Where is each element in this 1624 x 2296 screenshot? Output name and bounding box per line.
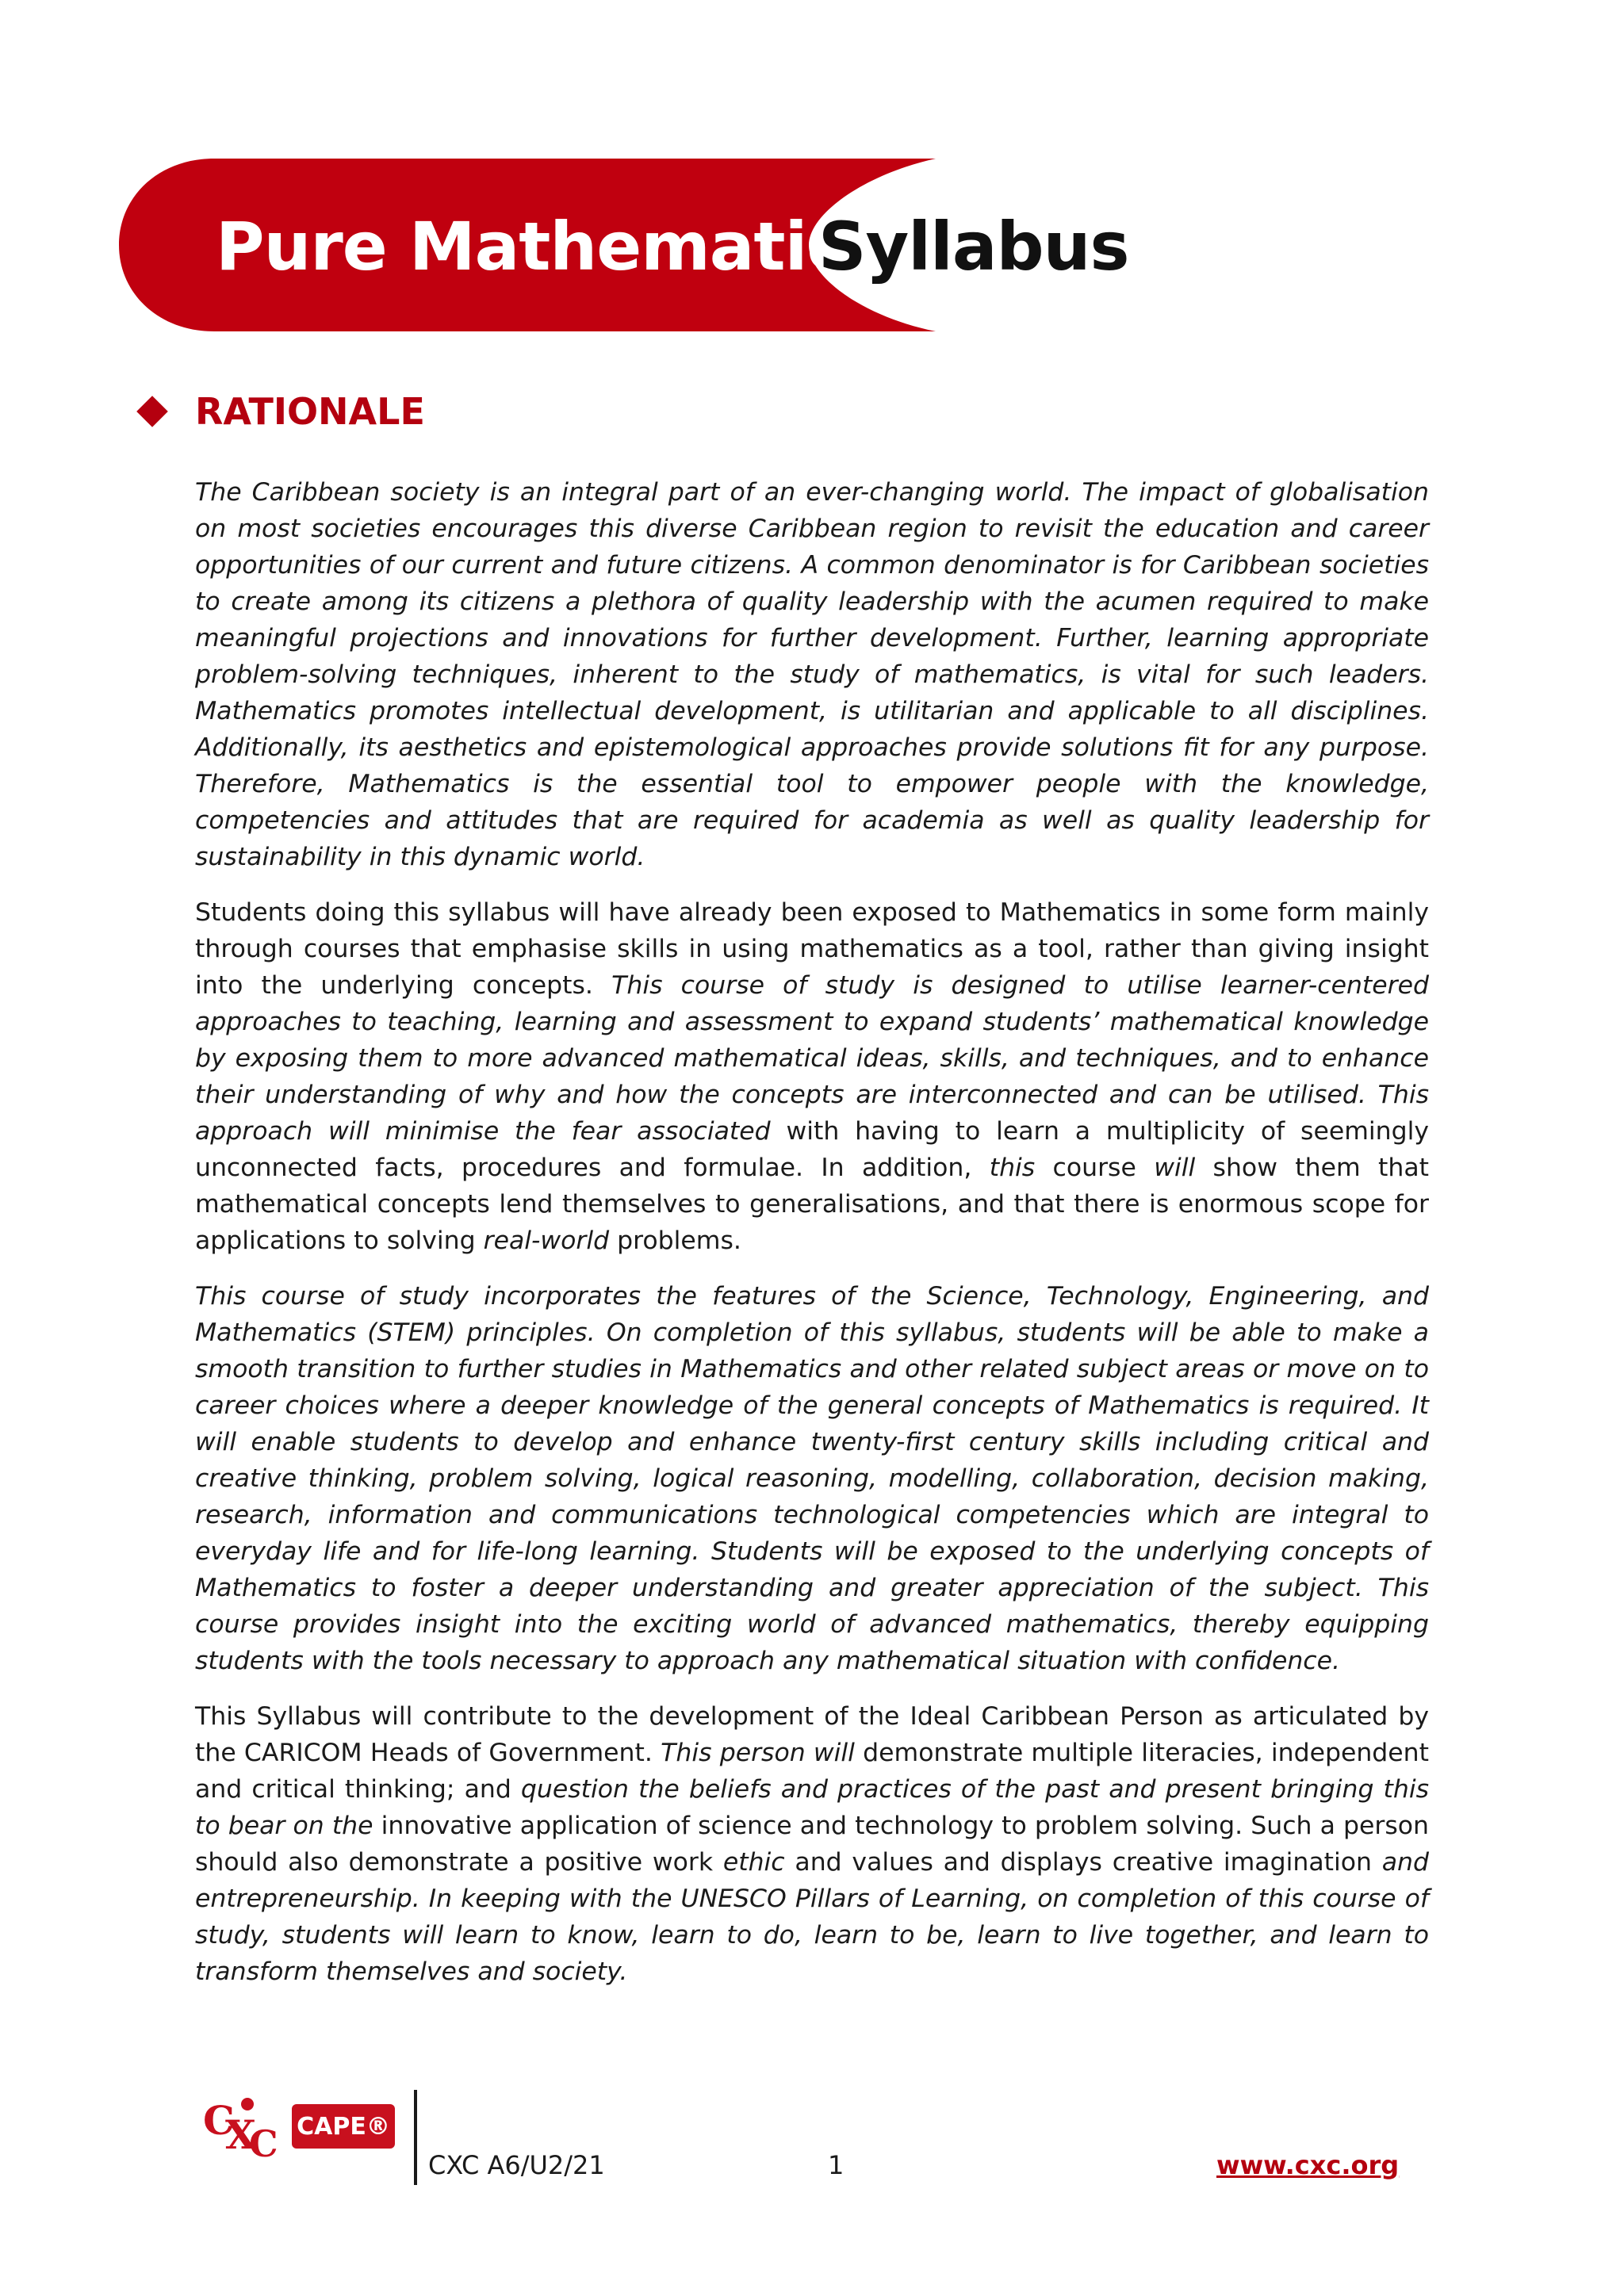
p2-text-g: show them that mathematical concepts lend themselves to generalisations, and that there is enormous scope for applications to solving bbox=[195, 1154, 1429, 1255]
svg-text:C: C bbox=[203, 2097, 235, 2144]
p2-text-i: problems. bbox=[609, 1226, 741, 1255]
paragraph-1-text: The Caribbean society is an integral part of an ever-changing world. The impact of globalisation on most societies encourages this diverse Caribbean region to revisit the education and career opportunities of our current and future citizens. A common denominator is for Caribbean societies to create among its citizens a plethora of quality leadership with the acumen required to make meaningful projections and innovations for further development. Further, learning appropriate problem-solving techniques, inherent to the study of mathematics, is vital for such leaders. Mathematics promotes intellectual development, is utilitarian and applicable to all disciplines. Additionally, its aesthetics and epistemological approaches provide solutions fit for any purpose. Therefore, Mathematics is the essential tool to empower people with the knowledge, competencies and attitudes that are required for academia as well as quality leadership for sustainability in this dynamic world. bbox=[195, 478, 1429, 871]
document-code: CXC A6/U2/21 bbox=[428, 2150, 605, 2180]
banner-subtitle: Syllabus bbox=[818, 208, 1129, 285]
p2-text-h: real-world bbox=[483, 1226, 610, 1255]
paragraph-2 bbox=[195, 894, 1429, 1259]
section-title: RATIONALE bbox=[195, 390, 425, 433]
p4-text-b: This person will bbox=[661, 1739, 855, 1767]
p2-text-f: will bbox=[1154, 1154, 1196, 1182]
paragraph-3-text: This course of study incorporates the features of the Science, Technology, Engineering, and Mathematics (STEM) principles. On completion of this syllabus, students will be able to make a smooth transition to further studies in Mathematics and other related subject areas or move on to career choices where a deeper knowledge of the general concepts of Mathematics is required. It will enable students to develop and enhance twenty-first century skills including critical and creative thinking, problem solving, logical reasoning, modelling, collaboration, decision making, research, information and communications technological competencies which are integral to everyday life and for life-long learning. Students will be exposed to the underlying concepts of Mathematics to foster a deeper understanding and greater appreciation of the subject. This course provides insight into the exciting world of advanced mathematics, thereby equipping students with the tools necessary to approach any mathematical situation with confidence. bbox=[195, 1282, 1429, 1675]
p4-text-h: and entrepreneurship. In keeping with the UNESCO Pillars of Learning, on completion of this course of study, students will learn to know, learn to do, learn to be, learn to live together, and learn to transform themselves and society. bbox=[195, 1848, 1429, 1986]
paragraph-1 bbox=[195, 474, 1429, 875]
p2-text-d: this bbox=[989, 1154, 1036, 1182]
p2-text-c: with having to learn a multiplicity of seemingly unconnected facts, procedures and formulae. In addition, bbox=[195, 1117, 1429, 1182]
footer-divider bbox=[414, 2090, 417, 2185]
section-heading bbox=[141, 390, 425, 433]
p2-text-a: Students doing this syllabus will have already been exposed to Mathematics in some form mainly through courses that emphasise skills in using mathematics as a tool, rather than giving insight into the underlying concepts. bbox=[195, 898, 1429, 1000]
rationale-body bbox=[195, 474, 1429, 2009]
p4-text-f: ethic bbox=[722, 1848, 785, 1877]
svg-text:X: X bbox=[225, 2111, 256, 2158]
p2-text-b: This course of study is designed to utilise learner-centered approaches to teaching, learning and assessment to expand students’ mathematical knowledge by exposing them to more advanced mathematical ideas, skills, and techniques, and to enhance their understanding of why and how the concepts are interconnected and can be utilised. This approach will minimise the fear associated bbox=[195, 971, 1429, 1146]
p4-text-d: question the beliefs and practices of the past and present bringing this to bear on the bbox=[195, 1775, 1429, 1840]
cxc-logo-icon bbox=[203, 2093, 290, 2158]
p4-text-e: innovative application of science and technology to problem solving. Such a person should also demonstrate a positive work bbox=[195, 1812, 1429, 1877]
p2-text-e: course bbox=[1035, 1154, 1155, 1182]
paragraph-3 bbox=[195, 1278, 1429, 1679]
diamond-bullet-icon bbox=[136, 396, 168, 427]
page-number: 1 bbox=[828, 2150, 845, 2180]
banner-title: Pure Mathematics bbox=[216, 208, 885, 285]
cape-badge: CAPE® bbox=[292, 2104, 395, 2149]
cxc-cape-logo bbox=[203, 2093, 401, 2158]
p4-text-g: and values and displays creative imagination bbox=[784, 1848, 1382, 1877]
p4-text-c: demonstrate multiple literacies, independent and critical thinking; and bbox=[195, 1739, 1429, 1804]
p4-text-a: This Syllabus will contribute to the development of the Ideal Caribbean Person as articulated by the CARICOM Heads of Government. bbox=[195, 1702, 1429, 1767]
website-link[interactable]: www.cxc.org bbox=[1216, 2150, 1400, 2180]
svg-text:C: C bbox=[249, 2122, 278, 2158]
paragraph-4 bbox=[195, 1698, 1429, 1990]
title-banner bbox=[119, 159, 1129, 331]
